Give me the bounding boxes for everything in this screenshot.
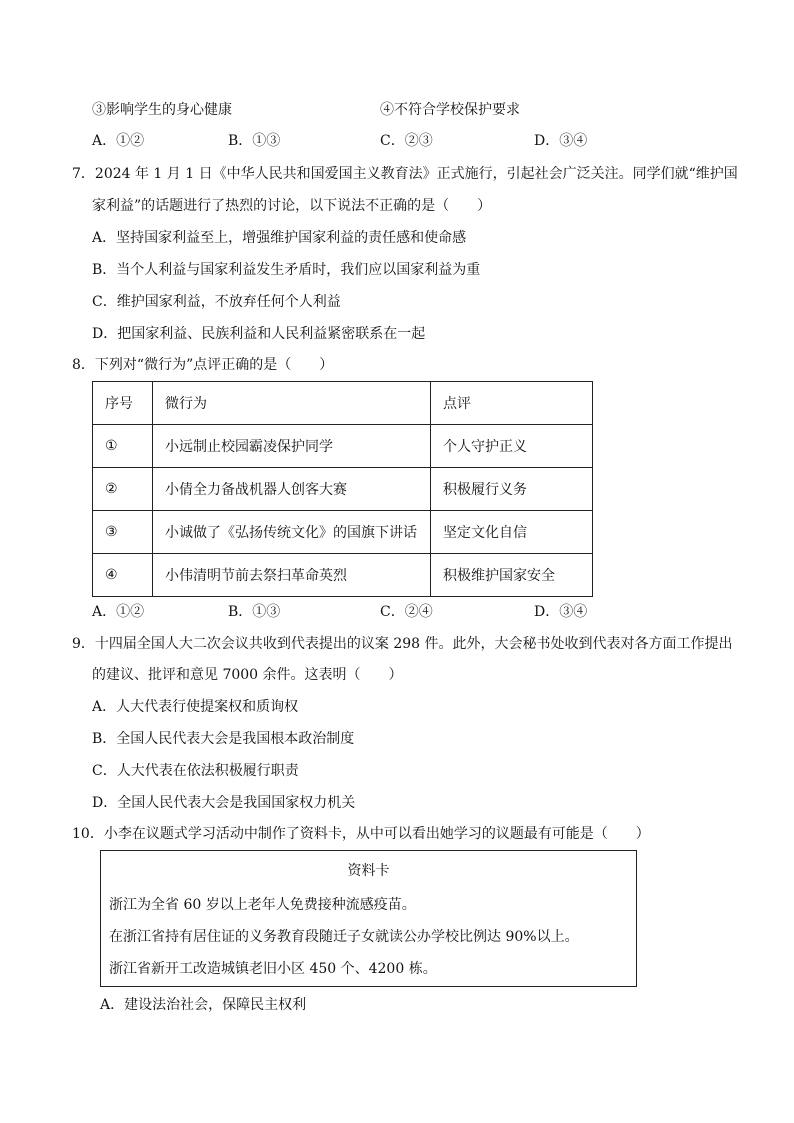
prev-option-b: B．①③	[228, 133, 281, 149]
q9-option-d: D．全国人民代表大会是我国国家权力机关	[92, 795, 356, 811]
header-comment: 点评	[431, 382, 593, 425]
row-comment: 坚定文化自信	[431, 511, 593, 554]
q8-option-a: A．①②	[92, 604, 145, 620]
row-comment: 个人守护正义	[431, 425, 593, 468]
q8-option-d: D．③④	[534, 604, 588, 620]
prev-option-c: C．②③	[380, 133, 433, 149]
table-row	[93, 425, 593, 468]
q8-option-c: C．②④	[380, 604, 433, 620]
statement-4: ④不符合学校保护要求	[380, 102, 520, 118]
q8-stem: 8．下列对“微行为”点评正确的是（ ）	[72, 357, 334, 373]
q7-option-a: A．坚持国家利益至上，增强维护国家利益的责任感和使命感	[92, 230, 467, 246]
table-header-row	[93, 382, 593, 425]
table-row	[93, 554, 593, 597]
q9-option-b: B．全国人民代表大会是我国根本政治制度	[92, 731, 355, 747]
info-card-line: 浙江省新开工改造城镇老旧小区 450 个、4200 栋。	[109, 961, 437, 977]
q7-stem-line1: 7．2024 年 1 月 1 日《中华人民共和国爱国主义教育法》正式施行，引起社会广泛关注。同学们就“维护国	[72, 166, 738, 182]
statement-3: ③影响学生的身心健康	[92, 102, 232, 118]
q9-stem-line1: 9．十四届全国人大二次会议共收到代表提出的议案 298 件。此外，大会秘书处收到代表对各方面工作提出	[72, 636, 733, 652]
header-number: 序号	[93, 382, 153, 425]
q7-option-c: C．维护国家利益，不放弃任何个人利益	[92, 294, 341, 310]
q10-option-a: A．建设法治社会，保障民主权利	[100, 997, 307, 1013]
table-row	[93, 468, 593, 511]
q9-stem-line2: 的建议、批评和意见 7000 余件。这表明（ ）	[92, 667, 403, 683]
row-behavior: 小伟清明节前去祭扫革命英烈	[153, 554, 431, 597]
header-behavior: 微行为	[153, 382, 431, 425]
q8-option-b: B．①③	[228, 604, 281, 620]
row-behavior: 小倩全力备战机器人创客大赛	[153, 468, 431, 511]
row-number: ④	[93, 554, 153, 597]
info-card-line: 浙江为全省 60 岁以上老年人免费接种流感疫苗。	[109, 897, 416, 913]
row-behavior: 小诚做了《弘扬传统文化》的国旗下讲话	[153, 511, 431, 554]
q7-option-d: D．把国家利益、民族利益和人民利益紧密联系在一起	[92, 326, 426, 342]
q7-stem-line2: 家利益”的话题进行了热烈的讨论，以下说法不正确的是（ ）	[92, 198, 492, 214]
row-number: ③	[93, 511, 153, 554]
q7-option-b: B．当个人利益与国家利益发生矛盾时，我们应以国家利益为重	[92, 262, 481, 278]
q9-option-a: A．人大代表行使提案权和质询权	[92, 699, 299, 715]
q10-stem: 10．小李在议题式学习活动中制作了资料卡，从中可以看出她学习的议题最有可能是（ ）	[72, 826, 650, 842]
row-number: ②	[93, 468, 153, 511]
row-behavior: 小远制止校园霸凌保护同学	[153, 425, 431, 468]
info-card	[100, 850, 637, 987]
row-comment: 积极履行义务	[431, 468, 593, 511]
info-card-line: 在浙江省持有居住证的义务教育段随迁子女就读公办学校比例达 90%以上。	[109, 929, 579, 945]
prev-option-a: A．①②	[92, 133, 145, 149]
q8-table	[92, 381, 593, 597]
table-row	[93, 511, 593, 554]
row-number: ①	[93, 425, 153, 468]
q9-option-c: C．人大代表在依法积极履行职责	[92, 763, 299, 779]
prev-option-d: D．③④	[534, 133, 588, 149]
row-comment: 积极维护国家安全	[431, 554, 593, 597]
info-card-title: 资料卡	[347, 863, 390, 879]
